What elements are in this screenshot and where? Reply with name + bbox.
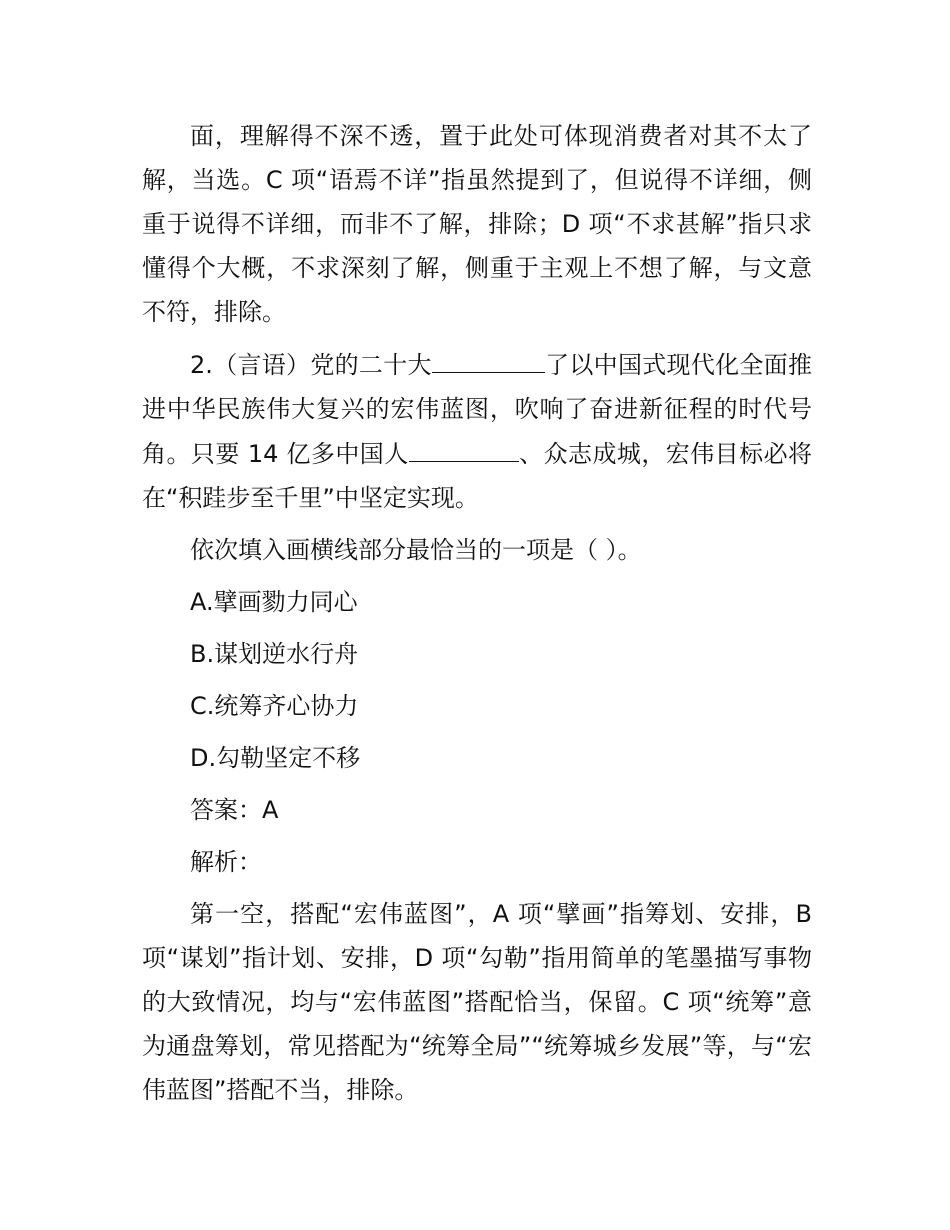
stem-part-3: 、众志成城，宏伟目标必将在“积跬步至千里”中坚定实现。 (142, 440, 813, 512)
stem-part-2: 了以中国式现代化全面推进中华民族伟大复兴的宏伟蓝图，吹响了奋进新征程的时代号角。只要 14 亿多中国人 (142, 351, 813, 468)
stem-part-1: 2.（言语）党的二十大 (190, 351, 432, 379)
option-b: B.谋划逆水行舟 (190, 640, 359, 668)
option-d: D.勾勒坚定不移 (190, 744, 361, 772)
option-a: A.擘画勠力同心 (190, 588, 358, 616)
analysis-text: 第一空，搭配“宏伟蓝图”，A 项“擘画”指筹划、安排，B 项“谋划”指计划、安排，D 项“勾勒”指用简单的笔墨描写事物的大致情况，均与“宏伟蓝图”搭配恰当，保留。C 项“统筹”意为通盘筹划，常见搭配为“统筹全局”“统筹城乡发展”等，与“宏伟蓝图”搭配不当，排除。 (142, 900, 812, 1104)
question-prompt: 依次填入画横线部分最恰当的一项是（ ）。 (190, 536, 642, 564)
previous-explanation: 面，理解得不深不透，置于此处可体现消费者对其不太了解，当选。C 项“语焉不详”指虽然提到了，但说得不详细，侧重于说得不详细，而非不了解，排除；D 项“不求甚解”指只求懂得个大概，不求深刻了解，侧重于主观上不想了解，与文意不符，排除。 (142, 122, 812, 326)
fill-blank-2 (409, 431, 519, 462)
fill-blank-1 (432, 342, 545, 373)
option-c: C.统筹齐心协力 (190, 692, 359, 720)
document-page (142, 114, 812, 1112)
answer: 答案：A (190, 796, 279, 824)
analysis-label: 解析： (190, 848, 262, 876)
question-stem (142, 342, 812, 520)
